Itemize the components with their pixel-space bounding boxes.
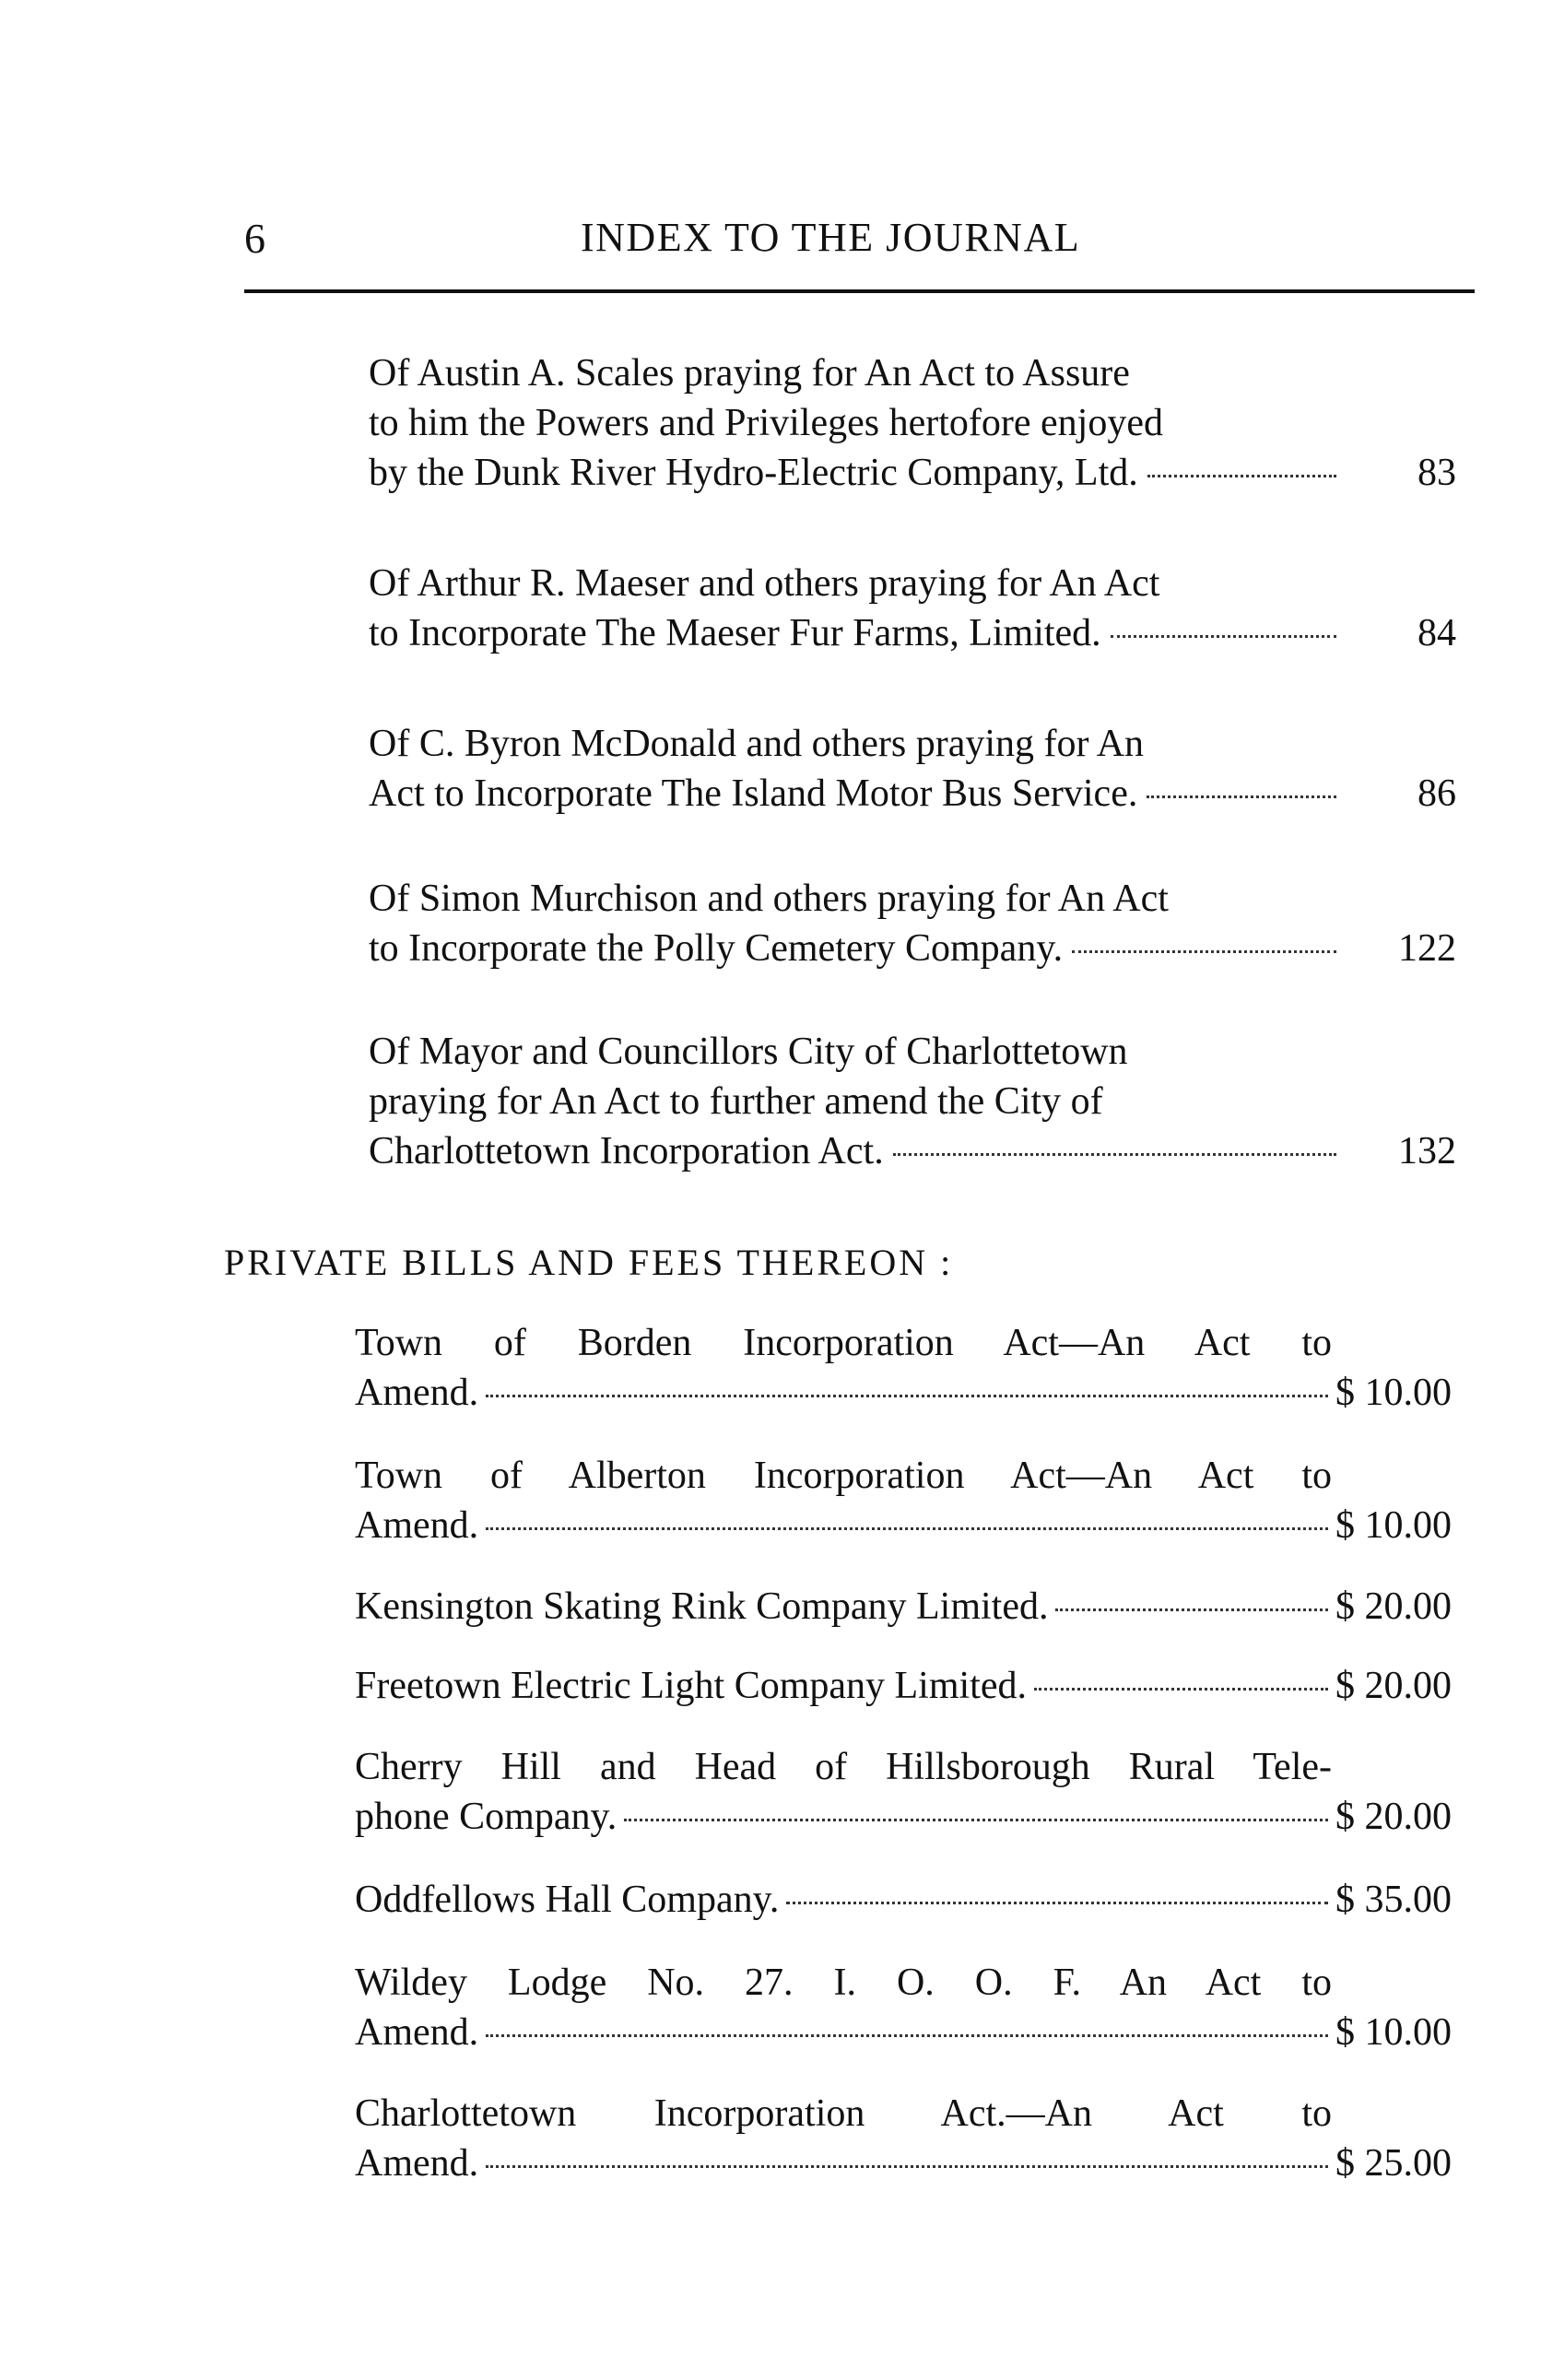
entry-line: Of Arthur R. Maeser and others praying for An Act — [369, 562, 1160, 605]
page-header — [244, 214, 1475, 297]
fee-line: Amend. — [355, 1372, 479, 1414]
fee-entry — [355, 2089, 1452, 2188]
running-title: INDEX TO THE JOURNAL — [581, 215, 1081, 260]
page-reference: 122 — [1398, 927, 1456, 970]
header-rule — [244, 289, 1475, 293]
entry-last-line — [369, 924, 1346, 973]
fee-line: Freetown Electric Light Company Limited. — [355, 1665, 1027, 1707]
fee-entry — [355, 1318, 1452, 1418]
entry-last-line — [369, 1126, 1346, 1176]
petition-entry — [369, 874, 1456, 973]
fee-line: Oddfellows Hall Company. — [355, 1879, 780, 1921]
fee-entry — [355, 1875, 1452, 1925]
entry-last-line — [369, 769, 1346, 819]
fee-line: Amend. — [355, 2142, 479, 2185]
fee-amount: $ 20.00 — [1335, 1585, 1452, 1628]
entry-line: to Incorporate The Maeser Fur Farms, Limited. — [369, 612, 1101, 654]
entry-line: Of Simon Murchison and others praying for An Act — [369, 878, 1169, 920]
fee-amount: $ 20.00 — [1335, 1796, 1452, 1838]
dot-leader — [786, 1902, 1328, 1904]
fee-last-line — [355, 1792, 1452, 1842]
dot-leader — [1034, 1688, 1328, 1691]
fee-entry — [355, 1742, 1452, 1842]
fee-line: phone Company. — [355, 1796, 618, 1838]
entry-line: Charlottetown Incorporation Act. — [369, 1130, 884, 1172]
fee-amount: $ 35.00 — [1335, 1879, 1452, 1921]
dot-leader — [486, 1527, 1328, 1530]
fee-last-line — [355, 1368, 1452, 1418]
fee-entry — [355, 1582, 1452, 1632]
fee-last-line — [355, 1501, 1452, 1550]
fee-entry — [355, 1958, 1452, 2057]
fee-line: Town of Borden Incorporation Act—An Act to — [355, 1322, 1332, 1364]
petition-entry — [369, 559, 1456, 658]
dot-leader — [1072, 950, 1336, 953]
dot-leader — [893, 1153, 1336, 1156]
fee-entry — [355, 1451, 1452, 1550]
fee-line: Amend. — [355, 1504, 479, 1547]
page-number: 6 — [244, 215, 265, 262]
fee-line: Town of Alberton Incorporation Act—An Act to — [355, 1455, 1332, 1497]
entry-line: Of Austin A. Scales praying for An Act to Assure — [369, 352, 1130, 395]
fee-line: Wildey Lodge No. 27. I. O. O. F. An Act to — [355, 1962, 1332, 2004]
fee-entry — [355, 1661, 1452, 1711]
entry-line: by the Dunk River Hydro-Electric Company, Ltd. — [369, 452, 1138, 494]
fee-line: Kensington Skating Rink Company Limited. — [355, 1585, 1049, 1628]
fee-amount: $ 20.00 — [1335, 1665, 1452, 1707]
fee-line: Amend. — [355, 2011, 479, 2054]
page-reference: 83 — [1417, 452, 1456, 494]
fee-last-line — [355, 2008, 1452, 2057]
page-reference: 84 — [1417, 612, 1456, 654]
fee-amount: $ 10.00 — [1335, 1372, 1452, 1414]
entry-line: Act to Incorporate The Island Motor Bus Service. — [369, 772, 1138, 815]
page-reference: 132 — [1398, 1130, 1456, 1172]
dot-leader — [486, 2165, 1328, 2168]
dot-leader — [624, 1819, 1328, 1821]
fee-last-line — [355, 1875, 1452, 1925]
entry-line: to Incorporate the Polly Cemetery Company. — [369, 927, 1064, 970]
fee-last-line — [355, 1582, 1452, 1632]
petition-entry — [369, 1027, 1456, 1176]
fee-last-line — [355, 1661, 1452, 1711]
fee-line: Charlottetown Incorporation Act.—An Act to — [355, 2092, 1332, 2135]
dot-leader — [1147, 795, 1336, 798]
dot-leader — [1147, 475, 1336, 477]
fee-last-line — [355, 2138, 1452, 2188]
entry-line: Of C. Byron McDonald and others praying for An — [369, 723, 1145, 765]
entry-line: praying for An Act to further amend the City of — [369, 1080, 1103, 1123]
dot-leader — [1111, 635, 1336, 638]
dot-leader — [486, 1395, 1328, 1397]
fee-amount: $ 25.00 — [1335, 2142, 1452, 2185]
section-heading: PRIVATE BILLS AND FEES THEREON : — [224, 1242, 954, 1283]
fee-amount: $ 10.00 — [1335, 1504, 1452, 1547]
page-reference: 86 — [1417, 772, 1456, 815]
entry-line: to him the Powers and Privileges hertofore enjoyed — [369, 402, 1163, 444]
fee-amount: $ 10.00 — [1335, 2011, 1452, 2054]
petition-entry — [369, 348, 1456, 498]
petition-entry — [369, 719, 1456, 819]
entry-last-line — [369, 608, 1346, 658]
fee-line: Cherry Hill and Head of Hillsborough Rural Tele- — [355, 1746, 1332, 1788]
dot-leader — [1055, 1608, 1328, 1611]
entry-last-line — [369, 448, 1346, 498]
entry-line: Of Mayor and Councillors City of Charlottetown — [369, 1031, 1128, 1073]
dot-leader — [486, 2034, 1328, 2037]
